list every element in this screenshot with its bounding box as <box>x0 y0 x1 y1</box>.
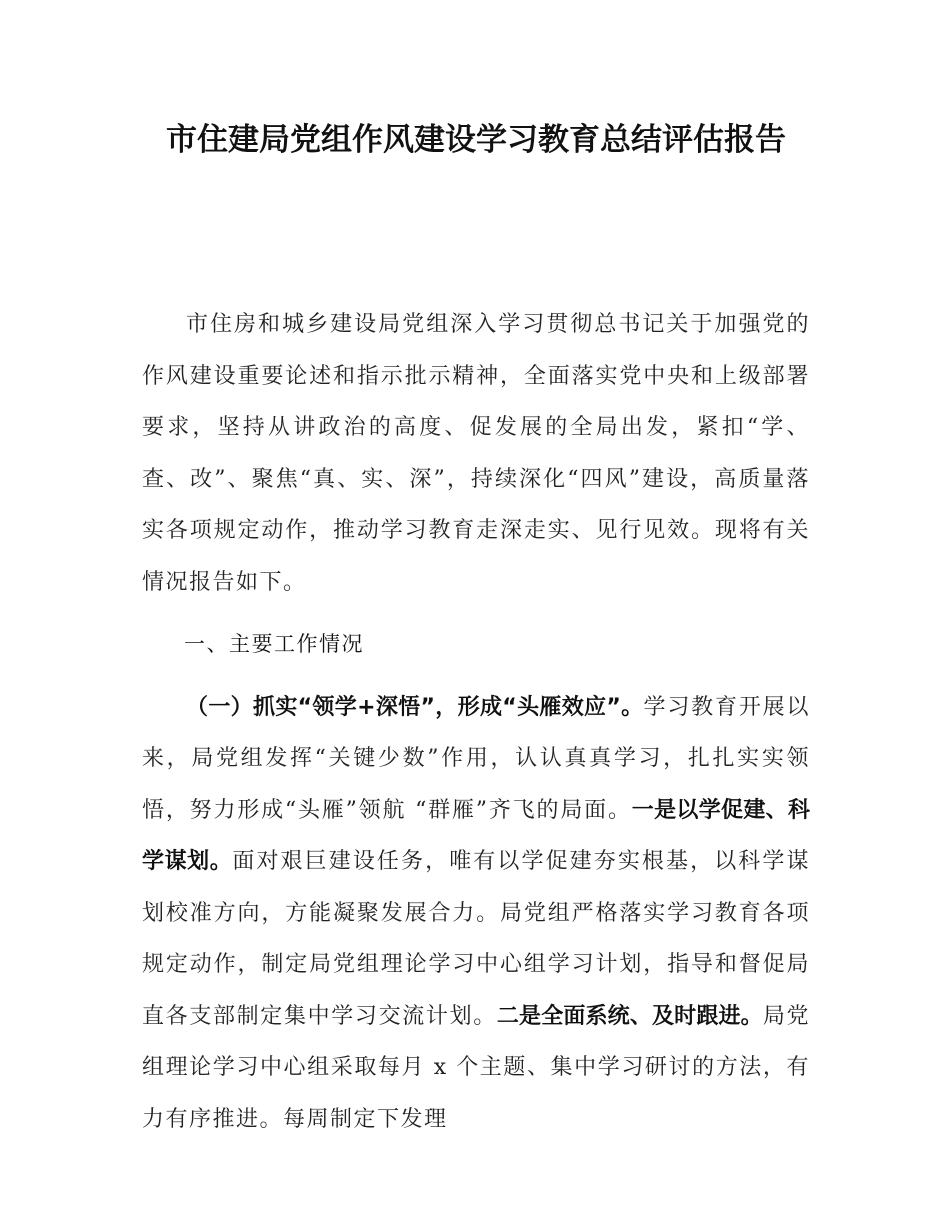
subsection-1-paragraph <box>142 682 810 1146</box>
subsection-1-text: 学习教育开展以来，局党组发挥“关键少数”作用，认认真真学习，扎扎实实领悟，努力形成“头雁”领航 “群雁”齐飞的局面。 <box>142 694 810 823</box>
subsection-1-heading: （一）抓实“领学+深悟”，形成“头雁效应”。 <box>186 694 644 720</box>
document-body <box>142 299 810 1145</box>
section-1-heading: 一、主要工作情况 <box>184 632 364 656</box>
document-title: 市住建局党组作风建设学习教育总结评估报告 <box>166 122 786 158</box>
point-2-text: 局党组理论学习中心组采取每月 x 个主题、集中学习研讨的方法，有力有序推进。每周制定下发理 <box>142 1003 810 1132</box>
point-1-title: 一是以学促建、科学谋划。 <box>142 797 810 874</box>
point-1-text: 面对艰巨建设任务，唯有以学促建夯实根基，以科学谋划校准方向，方能凝聚发展合力。局党组严格落实学习教育各项规定动作，制定局党组理论学习中心组学习计划，指导和督促局直各支部制定集中学习交流计划。 <box>142 849 810 1029</box>
intro-paragraph: 市住房和城乡建设局党组深入学习贯彻总书记关于加强党的作风建设重要论述和指示批示精神，全面落实党中央和上级部署要求，坚持从讲政治的高度、促发展的全局出发，紧扣“学、查、改”、聚焦“真、实、深”，持续深化“四风”建设，高质量落实各项规定动作，推动学习教育走深走实、见行见效。现将有关情况报告如下。 <box>142 312 810 595</box>
point-2-title: 二是全面系统、及时跟进。 <box>496 1003 763 1029</box>
